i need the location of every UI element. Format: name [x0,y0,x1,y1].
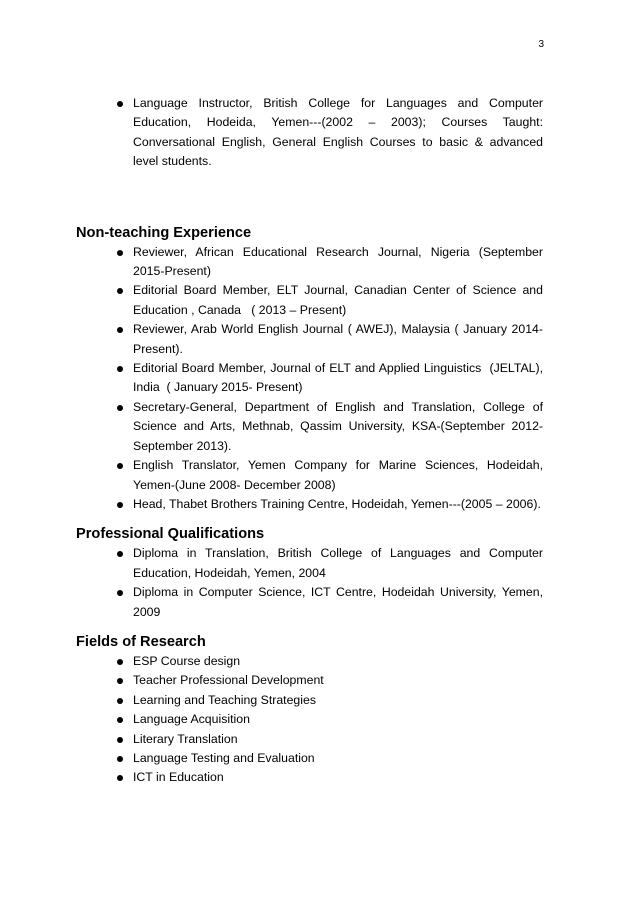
list-item-text: Diploma in Translation, British College of Languages and Computer Education, Hodeidah, Yemen, 2004 [133,546,543,580]
list-item-text: Reviewer, Arab World English Journal ( AWEJ), Malaysia ( January 2014- Present). [133,322,543,356]
bullet-icon [117,737,123,743]
document-body [76,94,543,788]
list-item [76,691,543,710]
list-item [76,398,543,456]
bullet-icon [117,775,123,781]
list-item [76,583,543,622]
list-item [76,710,543,729]
list-item-text: Diploma in Computer Science, ICT Centre, Hodeidah University, Yemen, 2009 [133,585,543,619]
list-item-text: ICT in Education [133,770,224,785]
list-item [76,671,543,690]
teaching-experience-list [76,94,543,172]
bullet-icon [117,756,123,762]
list-item-text: Secretary-General, Department of English and Translation, College of Science and Arts, Methnab, Qassim University, KSA-(September 2012- September 2013). [133,399,543,453]
bullet-icon [117,659,123,665]
bullet-icon [117,101,123,107]
list-item-text: Learning and Teaching Strategies [133,692,316,707]
list-item [76,359,543,398]
list-item [76,456,543,495]
list-item [76,94,543,172]
bullet-icon [117,288,123,294]
list-item [76,320,543,359]
list-item [76,495,543,514]
bullet-icon [117,250,123,256]
bullet-icon [117,590,123,596]
list-item-text: Editorial Board Member, Journal of ELT and Applied Linguistics (JELTAL), India ( January 2015- Present) [133,361,543,395]
list-item [76,749,543,768]
bullet-icon [117,327,123,333]
bullet-icon [117,698,123,704]
bullet-icon [117,405,123,411]
bullet-icon [117,717,123,723]
list-item-text: Language Acquisition [133,712,250,727]
section-title-qualifications: Professional Qualifications [76,526,265,543]
list-item-text: Reviewer, African Educational Research Journal, Nigeria (September 2015-Present) [133,244,543,279]
page-number: 3 [538,39,544,50]
non-teaching-list [76,243,543,515]
list-item-text: Language Instructor, British College for Languages and Computer Education, Hodeida, Yemen---(2002 – 2003); Courses Taught: Conversational English, General English Courses to basic & advanced level students. [133,96,543,169]
list-item [76,768,543,787]
list-item [76,652,543,671]
list-item-text: English Translator, Yemen Company for Marine Sciences, Hodeidah, Yemen-(June 2008- December 2008) [133,458,543,492]
list-item [76,281,543,320]
list-item [76,730,543,749]
section-title-research: Fields of Research [76,633,206,650]
list-item-text: Language Testing and Evaluation [133,750,315,765]
bullet-icon [117,502,123,508]
bullet-icon [117,551,123,557]
section-title-non-teaching: Non-teaching Experience [76,224,252,241]
list-item-text: Literary Translation [133,731,238,746]
bullet-icon [117,463,123,469]
qualifications-list [76,544,543,622]
research-list [76,652,543,788]
bullet-icon [117,366,123,372]
list-item [76,544,543,583]
list-item-text: Editorial Board Member, ELT Journal, Canadian Center of Science and Education , Canada ( 2013 – Present) [133,283,543,317]
list-item-text: Head, Thabet Brothers Training Centre, Hodeidah, Yemen---(2005 – 2006). [133,496,541,511]
list-item-text: Teacher Professional Development [133,673,324,688]
list-item [76,243,543,282]
list-item-text: ESP Course design [133,653,241,668]
bullet-icon [117,678,123,684]
